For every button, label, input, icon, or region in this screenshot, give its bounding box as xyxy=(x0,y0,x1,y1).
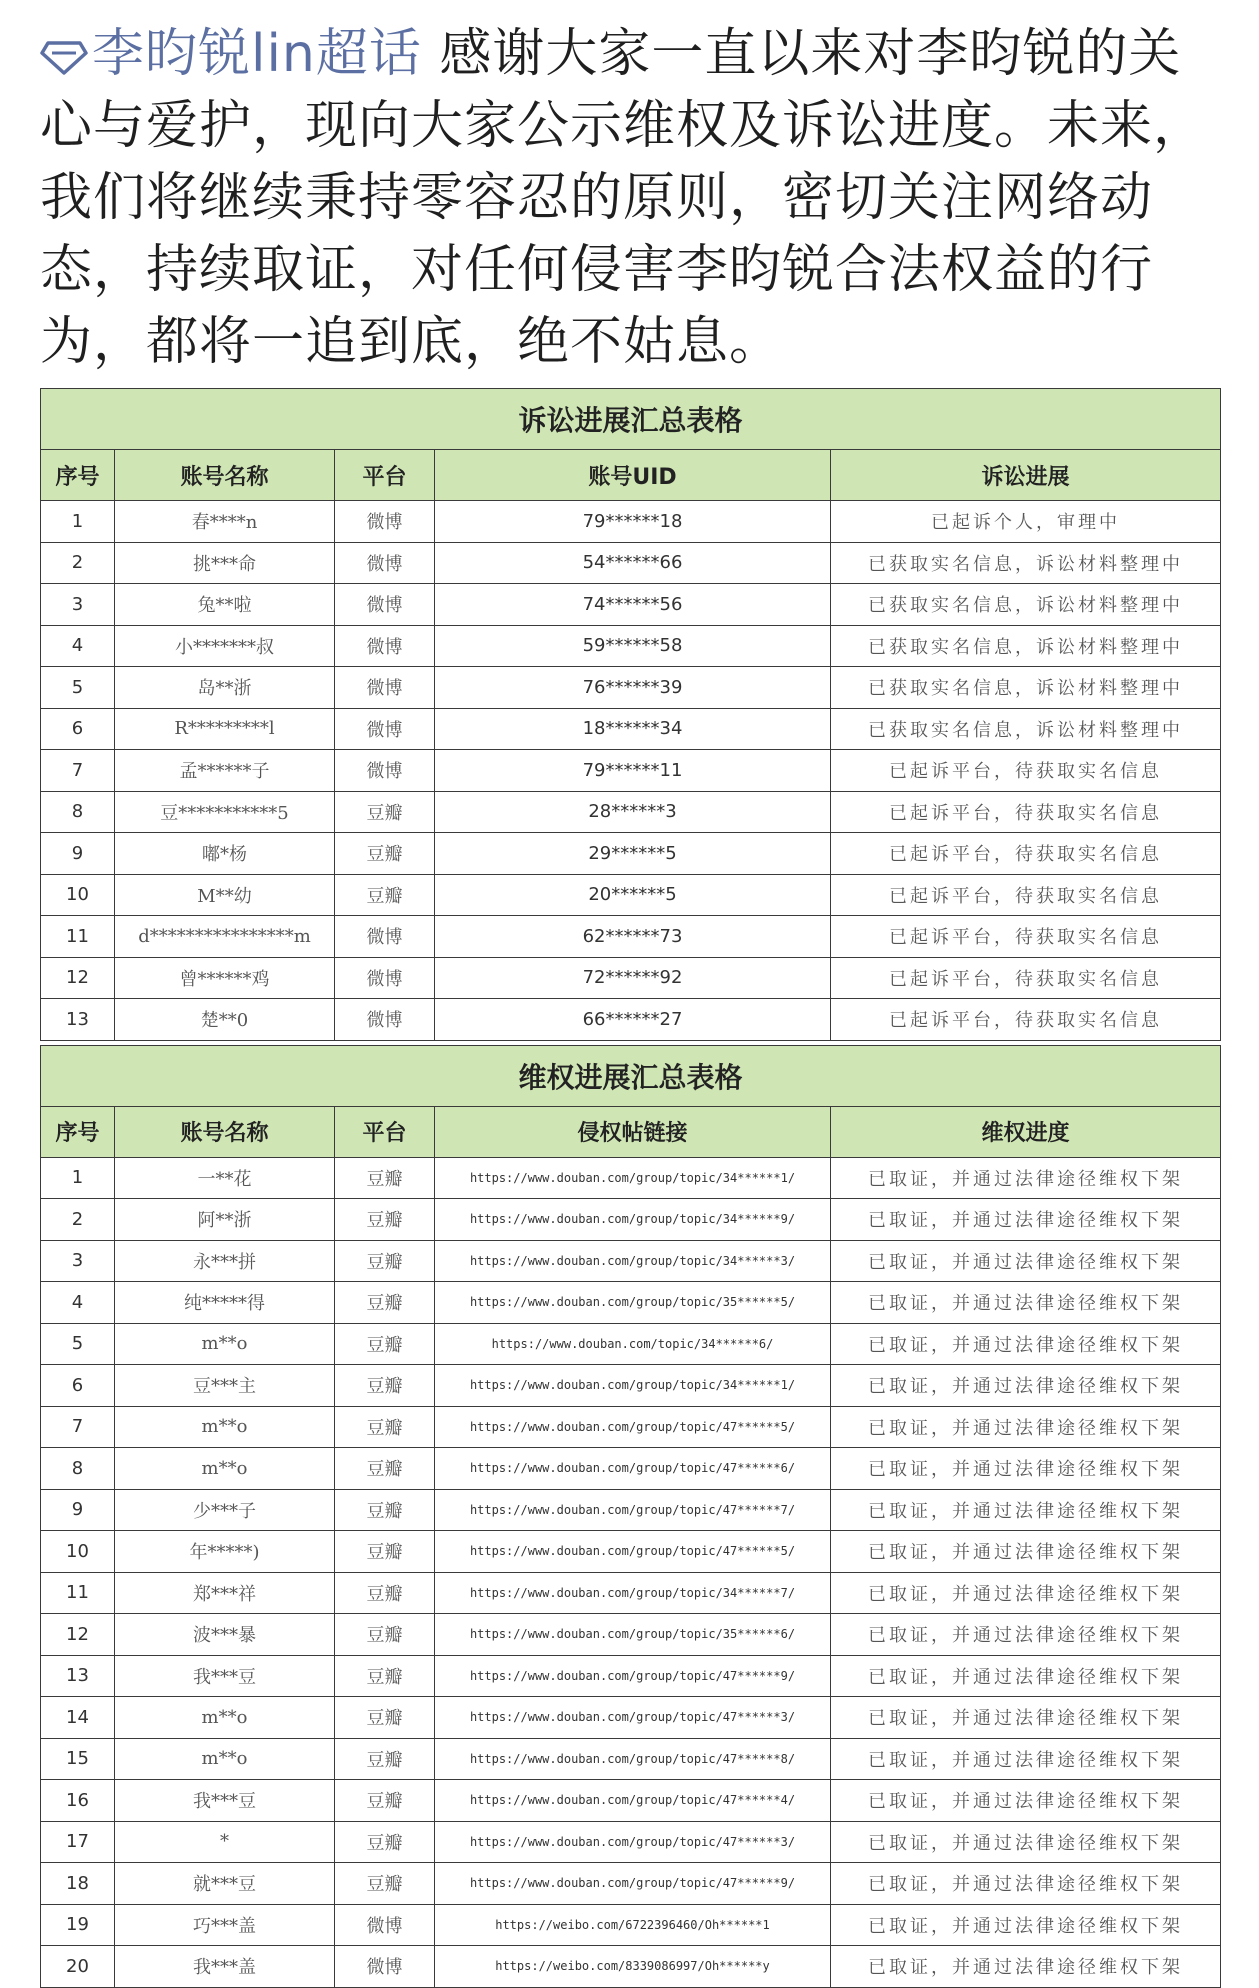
rights-cell[interactable]: https://www.douban.com/group/topic/34******9/ xyxy=(435,1199,831,1241)
rights-cell: 豆瓣 xyxy=(335,1323,435,1365)
litigation-cell: 76******39 xyxy=(435,667,831,709)
litigation-cell: 微博 xyxy=(335,957,435,999)
litigation-cell: 18******34 xyxy=(435,708,831,750)
rights-cell: 4 xyxy=(41,1282,115,1324)
table-row xyxy=(41,1614,1221,1656)
rights-cell: 豆瓣 xyxy=(335,1697,435,1739)
litigation-cell: 豆瓣 xyxy=(335,791,435,833)
rights-cell: 18 xyxy=(41,1863,115,1905)
post-body: 感谢大家一直以来对李昀锐的关心与爱护，现向大家公示维权及诉讼进度。未来，我们将继续秉持零容忍的原则，密切关注网络动态，持续取证，对任何侵害李昀锐合法权益的行为，都将一追到底，绝不姑息。 xyxy=(40,24,1207,372)
rights-cell: 已取证，并通过法律途径维权下架 xyxy=(831,1365,1221,1407)
rights-cell: 已取证，并通过法律途径维权下架 xyxy=(831,1821,1221,1863)
rights-cell: 已取证，并通过法律途径维权下架 xyxy=(831,1448,1221,1490)
litigation-cell: 59******58 xyxy=(435,625,831,667)
litigation-cell: 微博 xyxy=(335,625,435,667)
litigation-cell: 微博 xyxy=(335,916,435,958)
litigation-cell: 66******27 xyxy=(435,999,831,1041)
table-row xyxy=(41,1780,1221,1822)
rights-cell: 20 xyxy=(41,1946,115,1988)
litigation-cell: 28******3 xyxy=(435,791,831,833)
rights-cell: 11 xyxy=(41,1572,115,1614)
rights-cell[interactable]: https://www.douban.com/group/topic/34******3/ xyxy=(435,1240,831,1282)
rights-cell[interactable]: https://www.douban.com/group/topic/47******9/ xyxy=(435,1655,831,1697)
table-row xyxy=(41,667,1221,709)
rights-cell[interactable]: https://www.douban.com/group/topic/47******5/ xyxy=(435,1531,831,1573)
litigation-cell: 13 xyxy=(41,999,115,1041)
rights-cell: m**o xyxy=(115,1323,335,1365)
rights-cell: 微博 xyxy=(335,1904,435,1946)
litigation-cell: 已起诉个人，审理中 xyxy=(831,501,1221,543)
litigation-cell: 54******66 xyxy=(435,542,831,584)
table-row xyxy=(41,833,1221,875)
rights-cell: 豆瓣 xyxy=(335,1614,435,1656)
rights-cell: 巧***盖 xyxy=(115,1904,335,1946)
litigation-cell: 12 xyxy=(41,957,115,999)
rights-cell: 已取证，并通过法律途径维权下架 xyxy=(831,1406,1221,1448)
table-row xyxy=(41,916,1221,958)
rights-cell: 2 xyxy=(41,1199,115,1241)
progress-sheet-image xyxy=(40,388,1220,1988)
rights-header-cell: 序号 xyxy=(41,1106,115,1157)
rights-cell: 豆瓣 xyxy=(335,1282,435,1324)
litigation-cell: 已起诉平台，待获取实名信息 xyxy=(831,833,1221,875)
litigation-cell: 4 xyxy=(41,625,115,667)
table-row xyxy=(41,1157,1221,1199)
table-row xyxy=(41,1240,1221,1282)
table-row xyxy=(41,1946,1221,1988)
litigation-header-cell: 账号UID xyxy=(435,450,831,501)
super-topic-link[interactable] xyxy=(40,24,422,84)
litigation-cell: 楚**0 xyxy=(115,999,335,1041)
litigation-cell: 豆瓣 xyxy=(335,874,435,916)
table-row xyxy=(41,1697,1221,1739)
rights-cell: 5 xyxy=(41,1323,115,1365)
table-row xyxy=(41,999,1221,1041)
rights-cell: 已取证，并通过法律途径维权下架 xyxy=(831,1655,1221,1697)
litigation-cell: 79******11 xyxy=(435,750,831,792)
table-row xyxy=(41,1323,1221,1365)
rights-cell: 我***豆 xyxy=(115,1655,335,1697)
litigation-cell: 已起诉平台，待获取实名信息 xyxy=(831,874,1221,916)
rights-cell[interactable]: https://weibo.com/8339086997/Oh******y xyxy=(435,1946,831,1988)
rights-cell: 14 xyxy=(41,1697,115,1739)
litigation-cell: 微博 xyxy=(335,542,435,584)
rights-cell[interactable]: https://www.douban.com/group/topic/47******9/ xyxy=(435,1863,831,1905)
rights-cell: 10 xyxy=(41,1531,115,1573)
super-topic-diamond-icon xyxy=(40,37,88,77)
rights-cell: 阿**浙 xyxy=(115,1199,335,1241)
rights-cell: 已取证，并通过法律途径维权下架 xyxy=(831,1489,1221,1531)
table-row xyxy=(41,957,1221,999)
litigation-cell: 10 xyxy=(41,874,115,916)
table-row xyxy=(41,1199,1221,1241)
litigation-cell: 曾******鸡 xyxy=(115,957,335,999)
rights-cell: 已取证，并通过法律途径维权下架 xyxy=(831,1904,1221,1946)
litigation-cell: 6 xyxy=(41,708,115,750)
litigation-cell: 3 xyxy=(41,584,115,626)
litigation-cell: 已获取实名信息，诉讼材料整理中 xyxy=(831,542,1221,584)
litigation-header-cell: 平台 xyxy=(335,450,435,501)
litigation-cell: 挑***命 xyxy=(115,542,335,584)
litigation-cell: d****************m xyxy=(115,916,335,958)
litigation-cell: 9 xyxy=(41,833,115,875)
rights-cell[interactable]: https://www.douban.com/group/topic/47******3/ xyxy=(435,1821,831,1863)
rights-cell: 已取证，并通过法律途径维权下架 xyxy=(831,1614,1221,1656)
rights-cell: 少***子 xyxy=(115,1489,335,1531)
rights-cell: 已取证，并通过法律途径维权下架 xyxy=(831,1323,1221,1365)
rights-cell: 12 xyxy=(41,1614,115,1656)
litigation-cell: 孟******子 xyxy=(115,750,335,792)
litigation-header-cell: 账号名称 xyxy=(115,450,335,501)
rights-cell: 豆瓣 xyxy=(335,1240,435,1282)
rights-cell: 豆瓣 xyxy=(335,1863,435,1905)
rights-cell: 豆瓣 xyxy=(335,1489,435,1531)
rights-cell: 已取证，并通过法律途径维权下架 xyxy=(831,1738,1221,1780)
rights-cell: 已取证，并通过法律途径维权下架 xyxy=(831,1240,1221,1282)
litigation-cell: 已获取实名信息，诉讼材料整理中 xyxy=(831,667,1221,709)
table-row xyxy=(41,1282,1221,1324)
rights-cell: 17 xyxy=(41,1821,115,1863)
rights-cell: 已取证，并通过法律途径维权下架 xyxy=(831,1780,1221,1822)
rights-cell: 3 xyxy=(41,1240,115,1282)
table-row xyxy=(41,1738,1221,1780)
rights-cell: 13 xyxy=(41,1655,115,1697)
rights-cell: m**o xyxy=(115,1697,335,1739)
rights-cell: 永***拼 xyxy=(115,1240,335,1282)
table-row xyxy=(41,1365,1221,1407)
rights-cell: m**o xyxy=(115,1448,335,1490)
rights-cell: 就***豆 xyxy=(115,1863,335,1905)
table-row xyxy=(41,1863,1221,1905)
rights-cell: 15 xyxy=(41,1738,115,1780)
rights-cell: 9 xyxy=(41,1489,115,1531)
litigation-cell: 62******73 xyxy=(435,916,831,958)
rights-cell: 1 xyxy=(41,1157,115,1199)
litigation-cell: 豆***********5 xyxy=(115,791,335,833)
rights-cell[interactable]: https://www.douban.com/group/topic/47******5/ xyxy=(435,1406,831,1448)
rights-cell: 7 xyxy=(41,1406,115,1448)
rights-cell: 豆瓣 xyxy=(335,1531,435,1573)
table-row xyxy=(41,584,1221,626)
rights-cell: 微博 xyxy=(335,1946,435,1988)
rights-cell: 豆***主 xyxy=(115,1365,335,1407)
rights-cell: 纯*****得 xyxy=(115,1282,335,1324)
post-text xyxy=(40,18,1220,378)
litigation-cell: 1 xyxy=(41,501,115,543)
rights-cell: 19 xyxy=(41,1904,115,1946)
litigation-cell: 20******5 xyxy=(435,874,831,916)
rights-cell[interactable]: https://www.douban.com/group/topic/47******3/ xyxy=(435,1697,831,1739)
rights-cell[interactable]: https://www.douban.com/group/topic/47******6/ xyxy=(435,1448,831,1490)
litigation-cell: 已起诉平台，待获取实名信息 xyxy=(831,916,1221,958)
rights-cell: 已取证，并通过法律途径维权下架 xyxy=(831,1157,1221,1199)
table-row xyxy=(41,708,1221,750)
table-row xyxy=(41,542,1221,584)
table-row xyxy=(41,1655,1221,1697)
litigation-header-cell: 序号 xyxy=(41,450,115,501)
rights-cell: 我***盖 xyxy=(115,1946,335,1988)
litigation-cell: 豆瓣 xyxy=(335,833,435,875)
rights-cell[interactable]: https://weibo.com/6722396460/Oh******1 xyxy=(435,1904,831,1946)
litigation-cell: 兔**啦 xyxy=(115,584,335,626)
rights-cell[interactable]: https://www.douban.com/group/topic/34******1/ xyxy=(435,1365,831,1407)
rights-cell[interactable]: https://www.douban.com/group/topic/34******7/ xyxy=(435,1572,831,1614)
litigation-table-title: 诉讼进展汇总表格 xyxy=(41,389,1221,450)
rights-cell: 一**花 xyxy=(115,1157,335,1199)
table-row xyxy=(41,625,1221,667)
rights-cell: m**o xyxy=(115,1406,335,1448)
litigation-cell: 春****n xyxy=(115,501,335,543)
litigation-cell: 微博 xyxy=(335,584,435,626)
table-row xyxy=(41,1821,1221,1863)
litigation-cell: 7 xyxy=(41,750,115,792)
rights-cell: 豆瓣 xyxy=(335,1780,435,1822)
rights-cell[interactable]: https://www.douban.com/topic/34******6/ xyxy=(435,1323,831,1365)
table-row xyxy=(41,1489,1221,1531)
litigation-cell: 嘟*杨 xyxy=(115,833,335,875)
rights-cell: 8 xyxy=(41,1448,115,1490)
litigation-cell: 微博 xyxy=(335,750,435,792)
rights-cell: 豆瓣 xyxy=(335,1655,435,1697)
rights-cell: 已取证，并通过法律途径维权下架 xyxy=(831,1572,1221,1614)
litigation-cell: 29******5 xyxy=(435,833,831,875)
rights-cell: 已取证，并通过法律途径维权下架 xyxy=(831,1199,1221,1241)
table-row xyxy=(41,750,1221,792)
rights-cell: 豆瓣 xyxy=(335,1572,435,1614)
rights-cell: 郑***祥 xyxy=(115,1572,335,1614)
rights-cell: 豆瓣 xyxy=(335,1738,435,1780)
rights-cell[interactable]: https://www.douban.com/group/topic/47******8/ xyxy=(435,1738,831,1780)
rights-cell: 我***豆 xyxy=(115,1780,335,1822)
rights-cell: 已取证，并通过法律途径维权下架 xyxy=(831,1863,1221,1905)
rights-cell: * xyxy=(115,1821,335,1863)
table-row xyxy=(41,1406,1221,1448)
rights-cell[interactable]: https://www.douban.com/group/topic/47******4/ xyxy=(435,1780,831,1822)
table-row xyxy=(41,1572,1221,1614)
litigation-cell: 74******56 xyxy=(435,584,831,626)
litigation-cell: 79******18 xyxy=(435,501,831,543)
rights-cell[interactable]: https://www.douban.com/group/topic/34******1/ xyxy=(435,1157,831,1199)
litigation-cell: M**幼 xyxy=(115,874,335,916)
litigation-cell: 已起诉平台，待获取实名信息 xyxy=(831,999,1221,1041)
rights-header-cell: 账号名称 xyxy=(115,1106,335,1157)
table-row xyxy=(41,874,1221,916)
litigation-cell: 已获取实名信息，诉讼材料整理中 xyxy=(831,708,1221,750)
litigation-cell: 微博 xyxy=(335,999,435,1041)
litigation-cell: 微博 xyxy=(335,708,435,750)
litigation-cell: 8 xyxy=(41,791,115,833)
rights-cell: 已取证，并通过法律途径维权下架 xyxy=(831,1531,1221,1573)
rights-cell[interactable]: https://www.douban.com/group/topic/47******7/ xyxy=(435,1489,831,1531)
super-topic-label: 李昀锐lin超话 xyxy=(92,24,422,84)
litigation-cell: 岛**浙 xyxy=(115,667,335,709)
litigation-cell: 微博 xyxy=(335,501,435,543)
table-row xyxy=(41,1531,1221,1573)
rights-cell: 豆瓣 xyxy=(335,1821,435,1863)
rights-cell: 豆瓣 xyxy=(335,1365,435,1407)
rights-cell: 年*****) xyxy=(115,1531,335,1573)
rights-table-title: 维权进展汇总表格 xyxy=(41,1045,1221,1106)
litigation-cell: R*********l xyxy=(115,708,335,750)
rights-cell: 已取证，并通过法律途径维权下架 xyxy=(831,1697,1221,1739)
rights-cell: 6 xyxy=(41,1365,115,1407)
rights-cell: 豆瓣 xyxy=(335,1406,435,1448)
table-row xyxy=(41,1904,1221,1946)
litigation-header-cell: 诉讼进展 xyxy=(831,450,1221,501)
table-row xyxy=(41,791,1221,833)
rights-cell: 波***暴 xyxy=(115,1614,335,1656)
litigation-cell: 已起诉平台，待获取实名信息 xyxy=(831,791,1221,833)
litigation-table xyxy=(40,388,1221,1041)
rights-cell[interactable]: https://www.douban.com/group/topic/35******5/ xyxy=(435,1282,831,1324)
table-row xyxy=(41,1448,1221,1490)
table-row xyxy=(41,501,1221,543)
rights-cell: 豆瓣 xyxy=(335,1199,435,1241)
litigation-cell: 小*******叔 xyxy=(115,625,335,667)
rights-cell: 已取证，并通过法律途径维权下架 xyxy=(831,1946,1221,1988)
rights-cell: 豆瓣 xyxy=(335,1157,435,1199)
rights-cell: 已取证，并通过法律途径维权下架 xyxy=(831,1282,1221,1324)
rights-cell: 豆瓣 xyxy=(335,1448,435,1490)
rights-header-cell: 平台 xyxy=(335,1106,435,1157)
rights-header-cell: 维权进度 xyxy=(831,1106,1221,1157)
rights-cell[interactable]: https://www.douban.com/group/topic/35******6/ xyxy=(435,1614,831,1656)
litigation-cell: 已获取实名信息，诉讼材料整理中 xyxy=(831,625,1221,667)
litigation-cell: 2 xyxy=(41,542,115,584)
litigation-cell: 72******92 xyxy=(435,957,831,999)
rights-table xyxy=(40,1045,1221,1988)
litigation-cell: 微博 xyxy=(335,667,435,709)
litigation-cell: 11 xyxy=(41,916,115,958)
rights-cell: 16 xyxy=(41,1780,115,1822)
litigation-cell: 已起诉平台，待获取实名信息 xyxy=(831,957,1221,999)
litigation-cell: 已起诉平台，待获取实名信息 xyxy=(831,750,1221,792)
litigation-cell: 已获取实名信息，诉讼材料整理中 xyxy=(831,584,1221,626)
litigation-cell: 5 xyxy=(41,667,115,709)
rights-header-cell: 侵权帖链接 xyxy=(435,1106,831,1157)
rights-cell: m**o xyxy=(115,1738,335,1780)
